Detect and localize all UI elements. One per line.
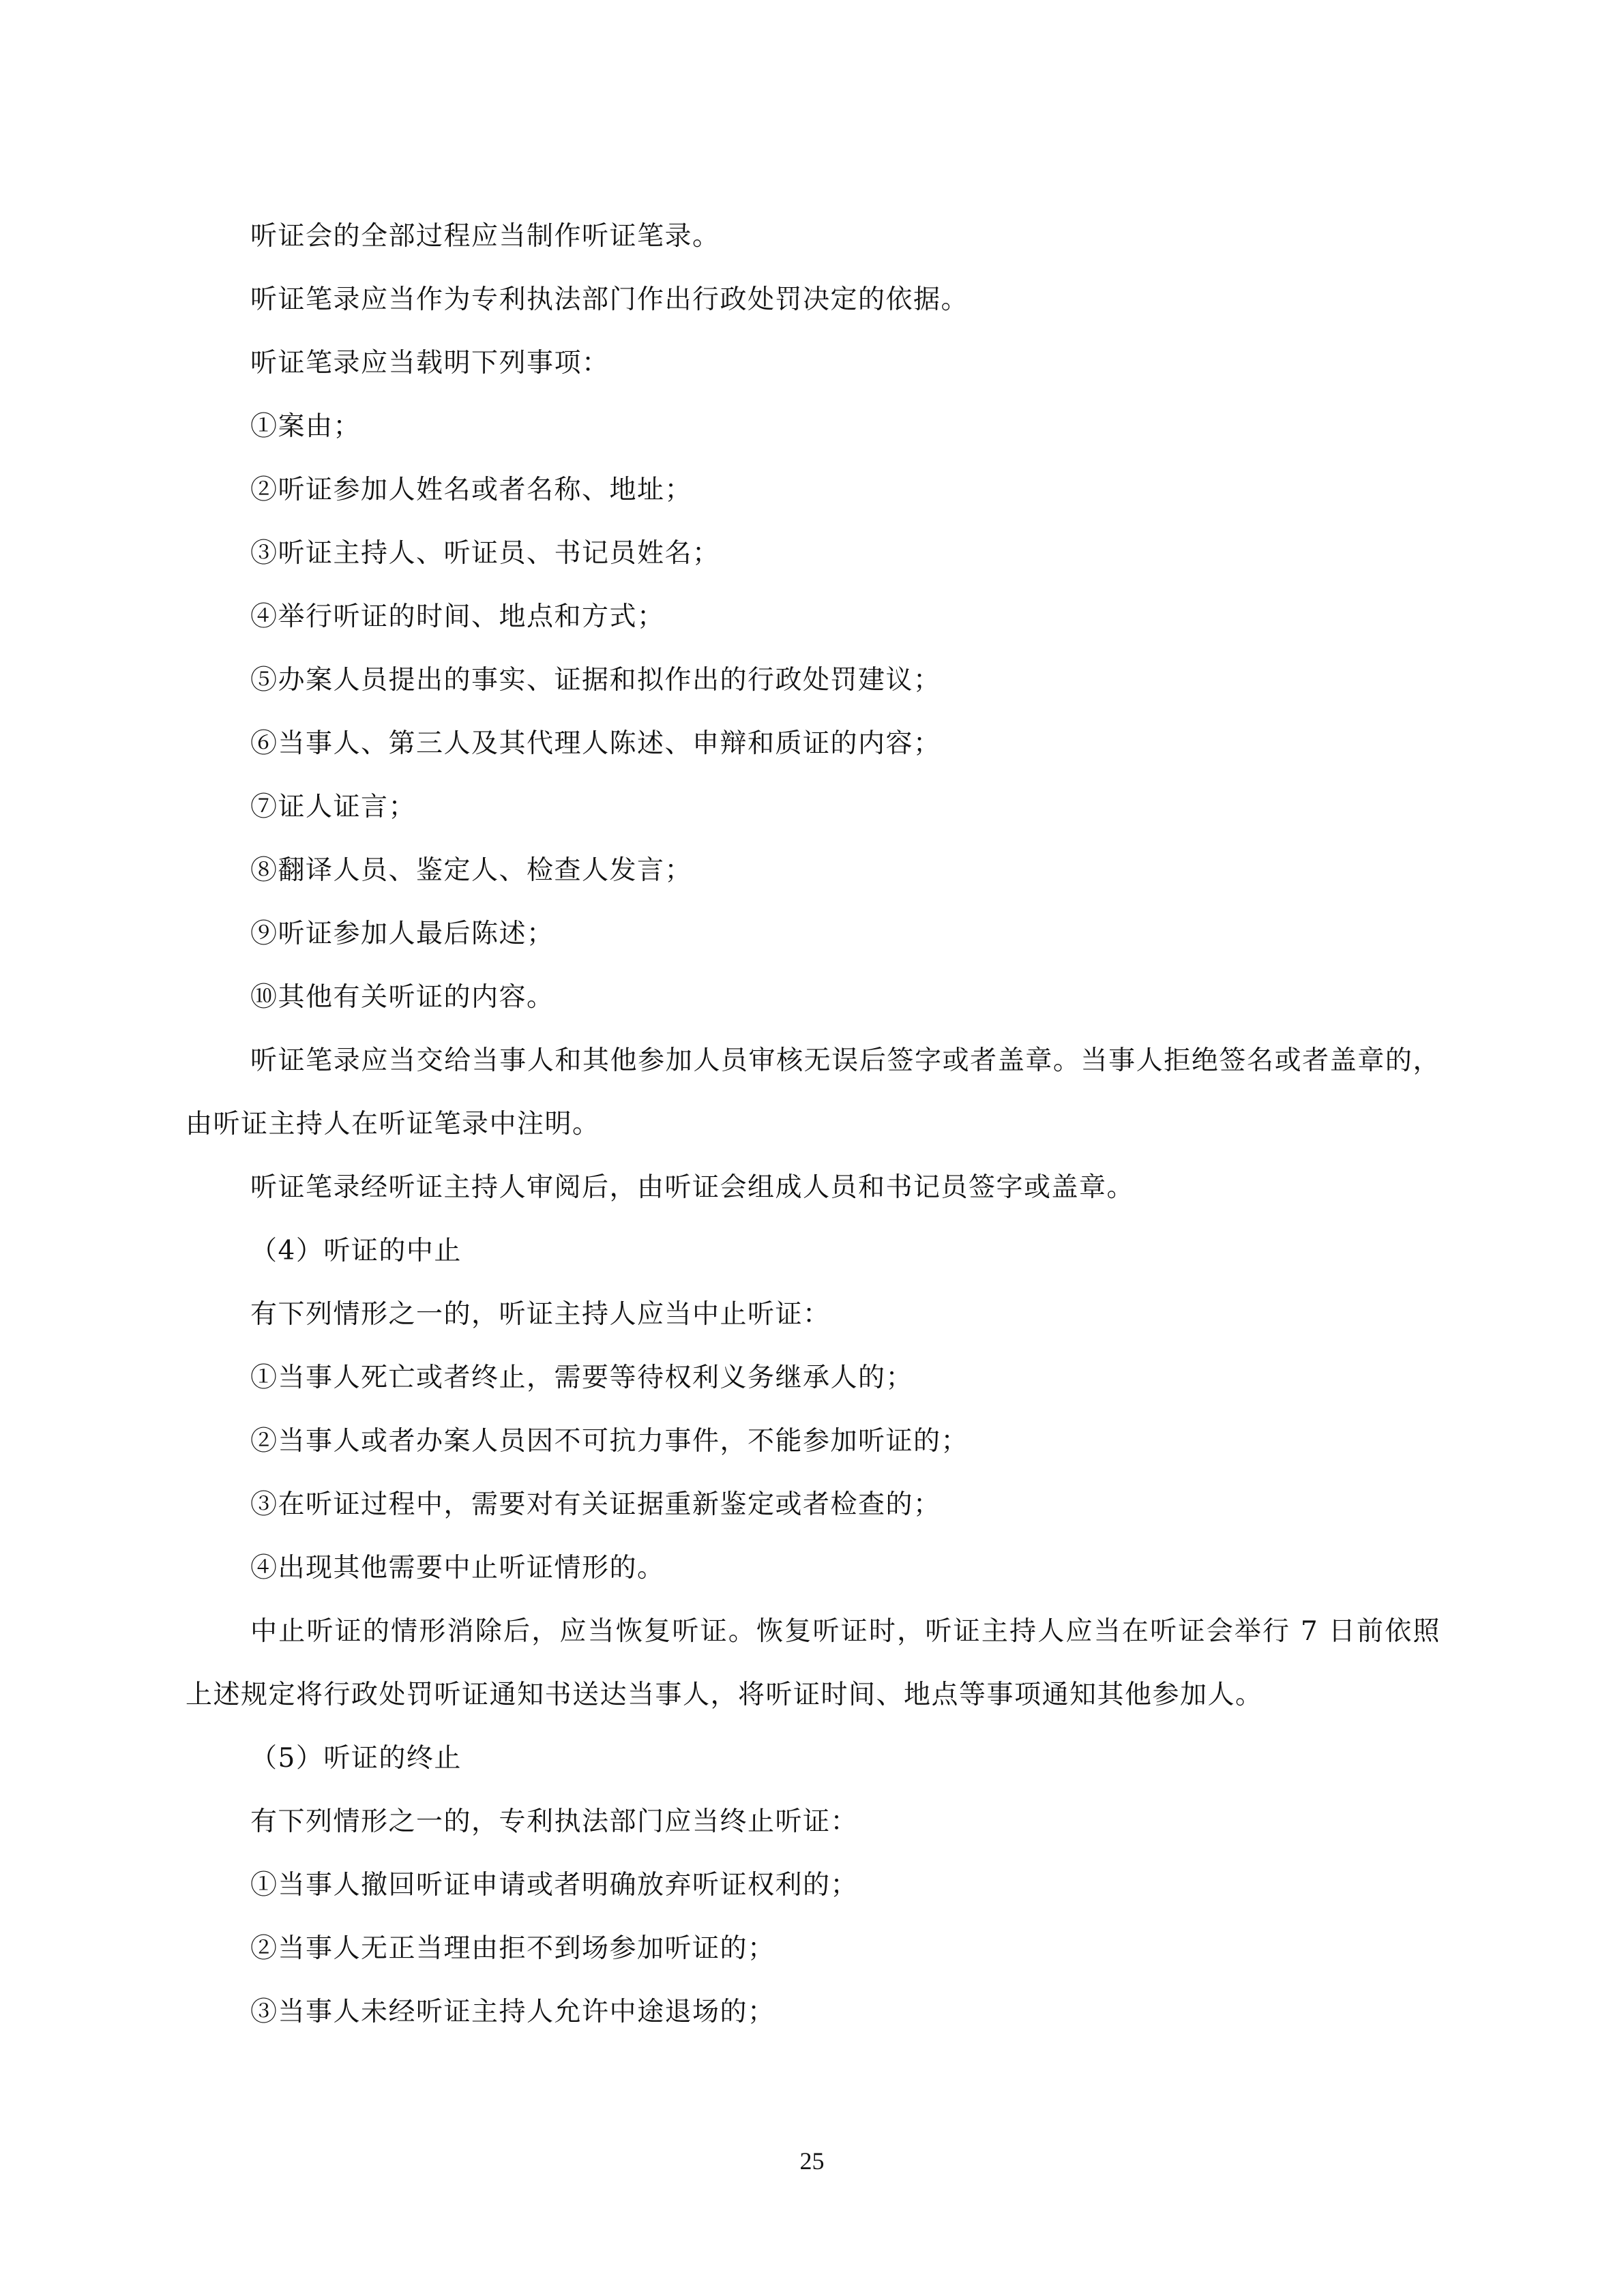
list-item: ②当事人或者办案人员因不可抗力事件，不能参加听证的； [250,1426,969,1457]
list-item: ①当事人撤回听证申请或者明确放弃听证权利的； [250,1870,859,1900]
list-item: ⑦证人证言； [250,792,417,822]
list-item: ②当事人无正当理由拒不到场参加听证的； [250,1933,776,1964]
list-item: ⑥当事人、第三人及其代理人陈述、申辩和质证的内容； [250,728,941,759]
list-item: ③当事人未经听证主持人允许中途退场的； [250,1997,776,2027]
list-item: ②听证参加人姓名或者名称、地址； [250,475,693,505]
text-line: 听证会的全部过程应当制作听证笔录。 [250,221,720,252]
text-line: 有下列情形之一的，专利执法部门应当终止听证： [250,1806,859,1837]
list-item: ③在听证过程中，需要对有关证据重新鉴定或者检查的； [250,1489,941,1520]
paragraph: 听证笔录应当交给当事人和其他参加人员审核无误后签字或者盖章。当事人拒绝签名或者盖章的，由听证主持人在听证笔录中注明。 [186,1045,1441,1139]
list-item: ⑧翻译人员、鉴定人、检查人发言； [250,855,693,886]
list-item: ⑩其他有关听证的内容。 [250,982,555,1013]
list-item: ①案由； [250,411,361,442]
list-item: ①当事人死亡或者终止，需要等待权利义务继承人的； [250,1362,914,1393]
list-item: ⑤办案人员提出的事实、证据和拟作出的行政处罚建议； [250,665,941,696]
list-item: ③听证主持人、听证员、书记员姓名； [250,538,720,569]
page-number: 25 [799,2147,825,2175]
body-text [186,205,1441,2044]
list-item: ④出现其他需要中止听证情形的。 [250,1553,665,1583]
section-heading: （4）听证的中止 [250,1236,462,1266]
list-item: ④举行听证的时间、地点和方式； [250,601,665,632]
text-line: 听证笔录应当载明下列事项： [250,348,610,378]
text-line: 听证笔录经听证主持人审阅后，由听证会组成人员和书记员签字或盖章。 [250,1172,1135,1203]
text-line: 有下列情形之一的，听证主持人应当中止听证： [250,1299,831,1330]
paragraph: 中止听证的情形消除后，应当恢复听证。恢复听证时，听证主持人应当在听证会举行 7 日前依照上述规定将行政处罚听证通知书送达当事人，将听证时间、地点等事项通知其他参加人。 [186,1616,1441,1710]
list-item: ⑨听证参加人最后陈述； [250,919,555,949]
text-line: 听证笔录应当作为专利执法部门作出行政处罚决定的依据。 [250,284,969,315]
section-heading: （5）听证的终止 [250,1743,462,1774]
